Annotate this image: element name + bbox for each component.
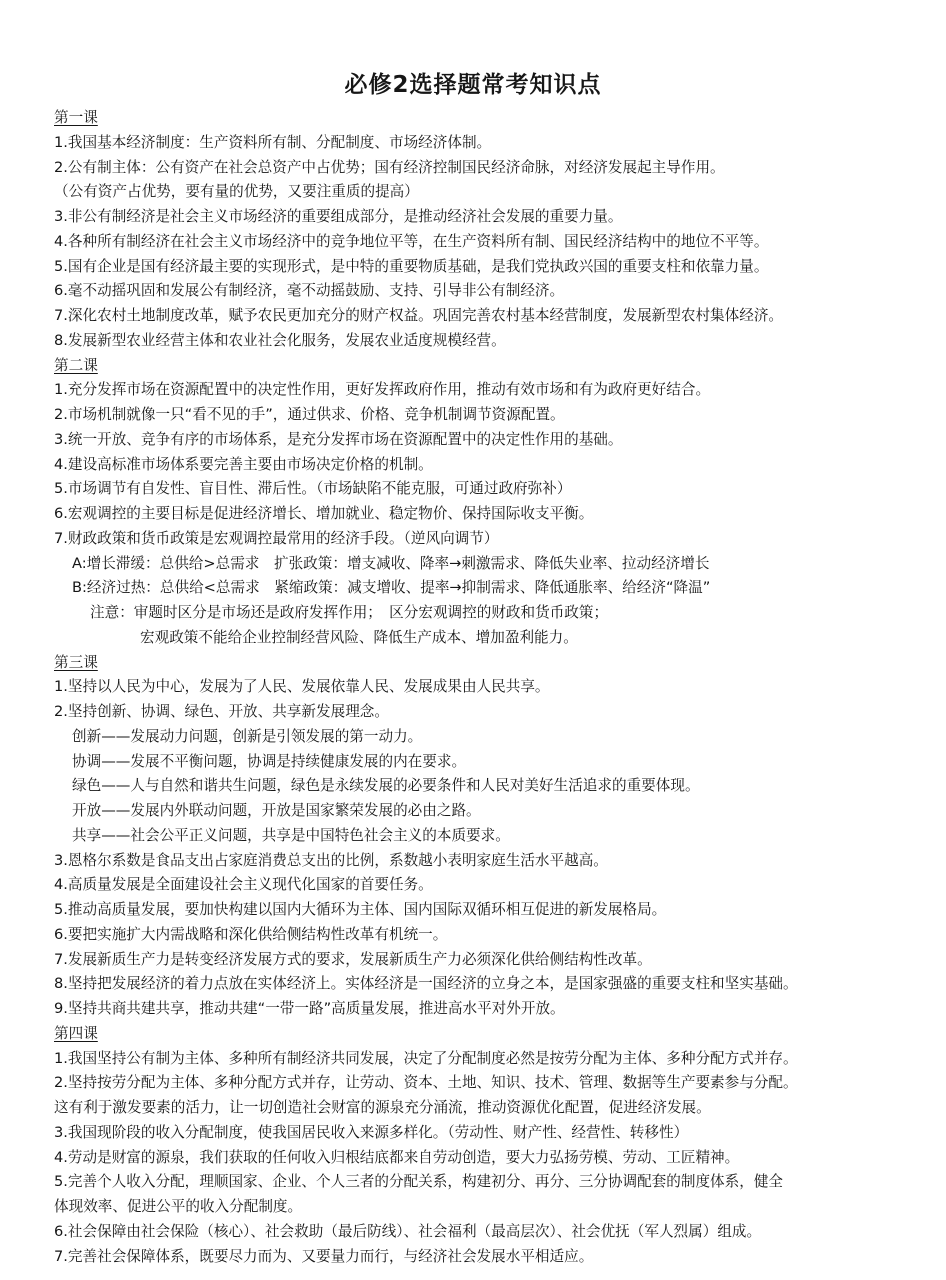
text-line: 4.各种所有制经济在社会主义市场经济中的竞争地位平等，在生产资料所有制、国民经济结构中的地位不平等。 <box>54 232 769 250</box>
text-line: 创新——发展动力问题，创新是引领发展的第一动力。 <box>72 727 423 745</box>
text-line: 3.统一开放、竞争有序的市场体系，是充分发挥市场在资源配置中的决定性作用的基础。 <box>54 430 623 448</box>
text-line: 6.毫不动摇巩固和发展公有制经济，毫不动摇鼓励、支持、引导非公有制经济。 <box>54 282 565 300</box>
text-line: 2.坚持按劳分配为主体、多种分配方式并存，让劳动、资本、土地、知识、技术、管理、数据等生产要素参与分配。 <box>54 1074 798 1092</box>
text-line: 3.恩格尔系数是食品支出占家庭消费总支出的比例，系数越小表明家庭生活水平越高。 <box>54 851 608 869</box>
text-line: 6.社会保障由社会保险（核心）、社会救助（最后防线）、社会福利（最高层次）、社会优抚（军人烈属）组成。 <box>54 1222 762 1240</box>
text-line: 这有利于激发要素的活力，让一切创造社会财富的源泉充分涌流，推动资源优化配置，促进经济发展。 <box>54 1099 711 1116</box>
text-line: 7.发展新质生产力是转变经济发展方式的要求，发展新质生产力必须深化供给侧结构性改革。 <box>54 950 652 968</box>
text-line: B:经济过热：总供给<总需求 紧缩政策：减支增收、提率→抑制需求、降低通胀率、给经济“降温” <box>72 579 711 597</box>
page-title: 必修2选择题常考知识点 <box>344 72 602 98</box>
text-line: 体现效率、促进公平的收入分配制度。 <box>54 1198 303 1215</box>
section-heading: 第一课 <box>54 109 98 126</box>
text-line: 1.充分发挥市场在资源配置中的决定性作用，更好发挥政府作用，推动有效市场和有为政府更好结合。 <box>54 381 711 399</box>
text-line: 1.我国坚持公有制为主体、多种所有制经济共同发展，决定了分配制度必然是按劳分配为主体、多种分配方式并存。 <box>54 1049 798 1067</box>
text-line: 9.坚持共商共建共享，推动共建“一带一路”高质量发展，推进高水平对外开放。 <box>54 1000 565 1017</box>
text-line: 1.坚持以人民为中心，发展为了人民、发展依靠人民、发展成果由人民共享。 <box>54 678 550 696</box>
text-line: 5.推动高质量发展，要加快构建以国内大循环为主体、国内国际双循环相互促进的新发展格局。 <box>54 901 667 918</box>
text-line: （公有资产占优势，要有量的优势，又要注重质的提高） <box>54 183 419 201</box>
text-line: 7.财政政策和货币政策是宏观调控最常用的经济手段。（逆风向调节） <box>54 529 499 547</box>
text-line: 4.建设高标准市场体系要完善主要由市场决定价格的机制。 <box>54 455 433 473</box>
text-line: 3.我国现阶段的收入分配制度，使我国居民收入来源多样化。（劳动性、财产性、经营性、转移性） <box>54 1123 689 1141</box>
text-line: 开放——发展内外联动问题，开放是国家繁荣发展的必由之路。 <box>72 802 481 819</box>
text-line: 7.深化农村土地制度改革，赋予农民更加充分的财产权益。巩固完善农村基本经营制度，发展新型农村集体经济。 <box>54 307 784 324</box>
document-body <box>54 106 940 1269</box>
section-heading: 第四课 <box>54 1024 98 1042</box>
text-line: 2.坚持创新、协调、绿色、开放、共享新发展理念。 <box>54 703 389 720</box>
text-line: 注意：审题时区分是市场还是政府发挥作用； 区分宏观调控的财政和货币政策； <box>90 604 609 621</box>
text-line: 绿色——人与自然和谐共生问题，绿色是永续发展的必要条件和人民对美好生活追求的重要体现。 <box>72 777 700 795</box>
text-line: 4.高质量发展是全面建设社会主义现代化国家的首要任务。 <box>54 876 433 894</box>
text-line: 3.非公有制经济是社会主义市场经济的重要组成部分，是推动经济社会发展的重要力量。 <box>54 208 623 225</box>
text-line: A:增长滞缓：总供给>总需求 扩张政策：增支减收、降率→刺激需求、降低失业率、拉动经济增长 <box>72 554 710 572</box>
section-heading: 第二课 <box>54 356 98 374</box>
text-line: 协调——发展不平衡问题，协调是持续健康发展的内在要求。 <box>72 752 467 770</box>
text-line: 7.完善社会保障体系，既要尽力而为、又要量力而行，与经济社会发展水平相适应。 <box>54 1247 594 1265</box>
text-line: 2.公有制主体：公有资产在社会总资产中占优势；国有经济控制国民经济命脉，对经济发展起主导作用。 <box>54 158 725 176</box>
text-line: 4.劳动是财富的源泉，我们获取的任何收入归根结底都来自劳动创造，要大力弘扬劳模、劳动、工匠精神。 <box>54 1148 740 1166</box>
text-line: 宏观政策不能给企业控制经营风险、降低生产成本、增加盈利能力。 <box>140 628 578 646</box>
text-line: 5.完善个人收入分配，理顺国家、企业、个人三者的分配关系，构建初分、再分、三分协调配套的制度体系，健全 <box>54 1173 784 1191</box>
text-line: 8.坚持把发展经济的着力点放在实体经济上。实体经济是一国经济的立身之本，是国家强盛的重要支柱和坚实基础。 <box>54 975 798 993</box>
text-line: 5.市场调节有自发性、盲目性、滞后性。（市场缺陷不能克服，可通过政府弥补） <box>54 480 572 498</box>
text-line: 6.宏观调控的主要目标是促进经济增长、增加就业、稳定物价、保持国际收支平衡。 <box>54 505 594 522</box>
text-line: 5.国有企业是国有经济最主要的实现形式，是中特的重要物质基础，是我们党执政兴国的重要支柱和依靠力量。 <box>54 257 769 275</box>
text-line: 2.市场机制就像一只“看不见的手”，通过供求、价格、竞争机制调节资源配置。 <box>54 406 565 423</box>
section-heading: 第三课 <box>54 653 98 671</box>
text-line: 8.发展新型农业经营主体和农业社会化服务，发展农业适度规模经营。 <box>54 331 506 349</box>
text-line: 6.要把实施扩大内需战略和深化供给侧结构性改革有机统一。 <box>54 925 448 943</box>
text-line: 共享——社会公平正义问题，共享是中国特色社会主义的本质要求。 <box>72 826 510 844</box>
text-line: 1.我国基本经济制度：生产资料所有制、分配制度、市场经济体制。 <box>54 133 492 151</box>
